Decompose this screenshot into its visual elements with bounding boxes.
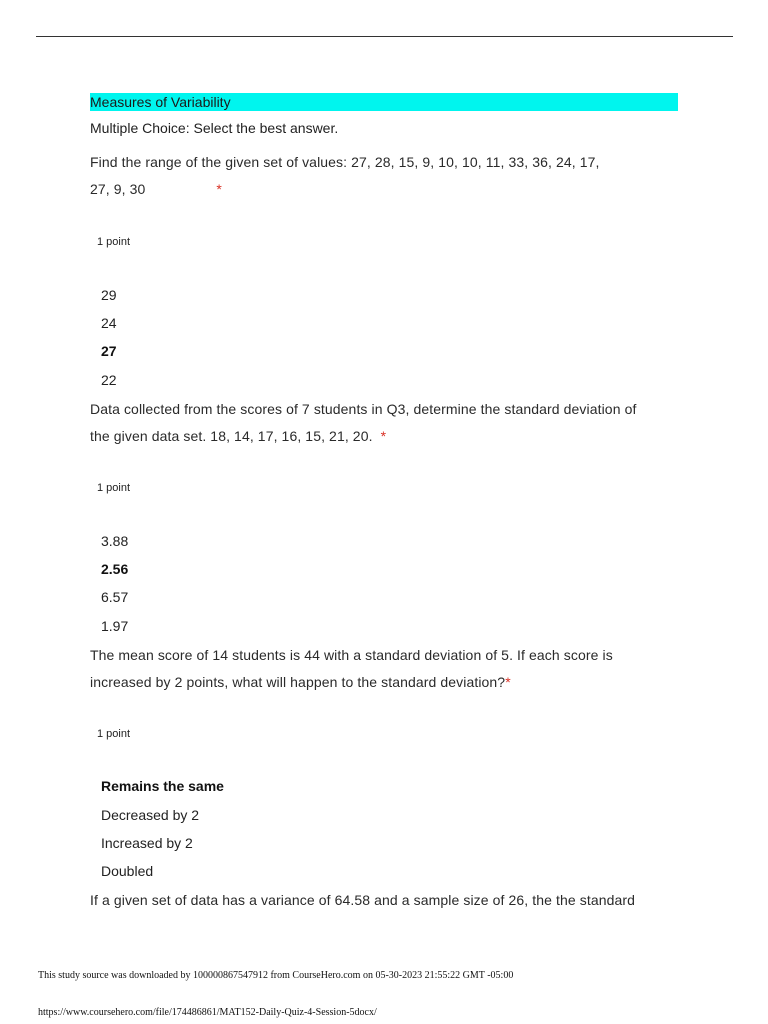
question-2-text [90, 396, 680, 450]
header-divider [36, 36, 733, 37]
required-marker: * [380, 428, 387, 444]
question-1-option-4[interactable]: 22 [101, 372, 117, 388]
question-3-line-2-text: increased by 2 points, what will happen to the standard deviation? [90, 674, 506, 690]
source-url-link[interactable]: https://www.coursehero.com/file/174486861/MAT152-Daily-Quiz-4-Session-5docx/ [38, 1007, 377, 1018]
section-instruction: Multiple Choice: Select the best answer. [90, 120, 339, 136]
download-notice: This study source was downloaded by 100000867547912 from CourseHero.com on 05-30-2023 21:55:22 GMT -05:00 [38, 970, 514, 981]
question-3-option-4[interactable]: Doubled [101, 863, 154, 879]
question-1-points: 1 point [97, 236, 131, 248]
question-3-option-1-selected[interactable]: Remains the same [101, 778, 224, 794]
question-1-line-1: Find the range of the given set of values: 27, 28, 15, 9, 10, 10, 11, 33, 36, 24, 17, [90, 154, 600, 170]
question-2-option-3[interactable]: 6.57 [101, 589, 129, 605]
question-4-line-1: If a given set of data has a variance of 64.58 and a sample size of 26, the the standard [90, 892, 636, 908]
question-1-option-3-selected[interactable]: 27 [101, 343, 117, 359]
required-marker: * [216, 181, 222, 197]
question-1-option-2[interactable]: 24 [101, 315, 117, 331]
question-3-line-1: The mean score of 14 students is 44 with a standard deviation of 5. If each score is [90, 647, 613, 663]
question-2-points: 1 point [97, 482, 131, 494]
question-2-option-1[interactable]: 3.88 [101, 533, 129, 549]
question-2-option-4[interactable]: 1.97 [101, 618, 129, 634]
question-4-text [90, 887, 680, 914]
question-3-option-3[interactable]: Increased by 2 [101, 835, 193, 851]
required-marker: * [505, 674, 511, 690]
question-1-option-1[interactable]: 29 [101, 287, 117, 303]
source-url-line [38, 1007, 377, 1019]
question-3-line-2 [90, 669, 680, 696]
question-3-points: 1 point [97, 728, 131, 740]
question-1-text [90, 149, 680, 203]
question-3-text [90, 642, 680, 696]
question-2-option-2-selected[interactable]: 2.56 [101, 561, 129, 577]
section-title: Measures of Variability [90, 93, 678, 111]
question-3-option-2[interactable]: Decreased by 2 [101, 807, 200, 823]
question-1-line-2-text: 27, 9, 30 [90, 181, 146, 197]
question-2-line-2 [90, 423, 680, 450]
question-1-line-2 [90, 176, 680, 203]
question-2-line-2-text: the given data set. 18, 14, 17, 16, 15, 21, 20. [90, 428, 373, 444]
question-2-line-1: Data collected from the scores of 7 students in Q3, determine the standard deviation of [90, 401, 637, 417]
